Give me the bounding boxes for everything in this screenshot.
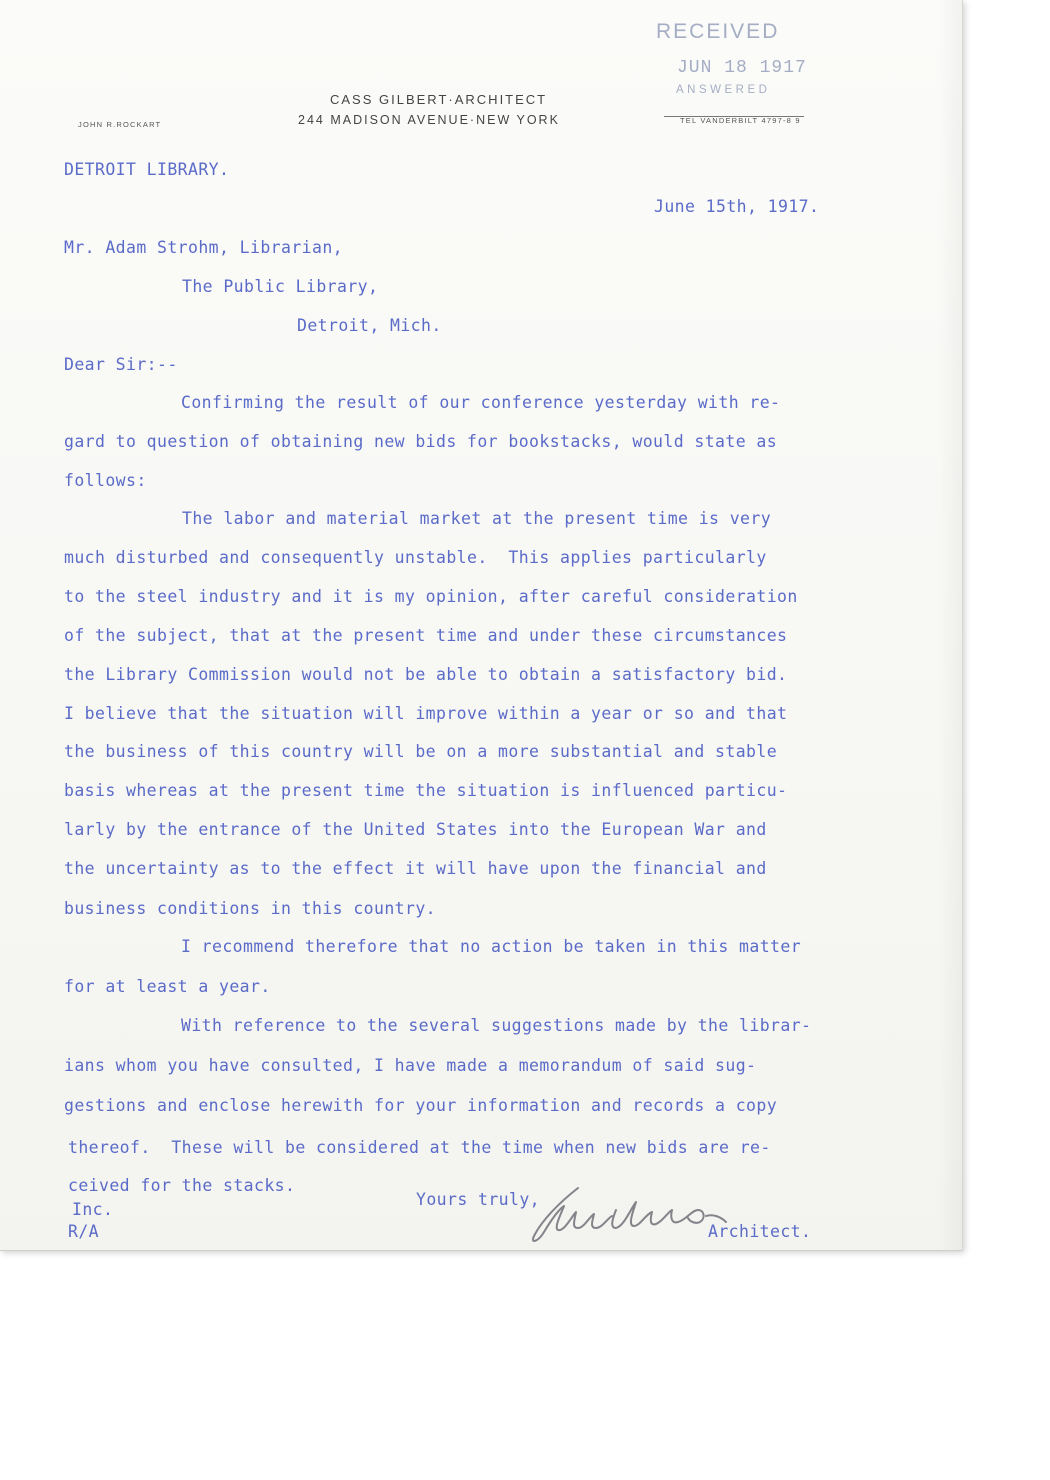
body-line: the Library Commission would not be able to obtain a satisfactory bid. [64,665,788,684]
body-line: With reference to the several suggestions made by the librar- [181,1016,812,1035]
body-line: I recommend therefore that no action be taken in this matter [181,937,802,956]
body-line: Confirming the result of our conference yesterday with re- [181,393,781,412]
body-line: the uncertainty as to the effect it will have upon the financial and [64,859,767,878]
body-line: business conditions in this country. [64,899,437,918]
typist-initials: R/A [68,1222,100,1241]
body-line: basis whereas at the present time the situation is influenced particu- [64,781,788,800]
closing: Yours truly, [416,1190,541,1209]
body-line: of the subject, that at the present time and under these circumstances [64,626,788,645]
body-line: gestions and enclose herewith for your information and records a copy [64,1096,778,1115]
letterhead-left-name: JOHN R.ROCKART [78,120,162,129]
letter-date: June 15th, 1917. [654,197,820,216]
recipient-line: Detroit, Mich. [297,316,442,335]
letterhead-telephone: TEL VANDERBILT 4797-8 9 [680,116,801,125]
salutation: Dear Sir:-- [64,355,178,374]
letterhead-firm-name: CASS GILBERT·ARCHITECT [330,92,548,107]
letterhead-address: 244 MADISON AVENUE·NEW YORK [298,113,560,127]
body-line: the business of this country will be on a more substantial and stable [64,742,778,761]
answered-stamp: ANSWERED [676,84,771,96]
received-stamp: RECEIVED [656,20,780,43]
body-line: The labor and material market at the present time is very [182,509,772,528]
body-line: much disturbed and consequently unstable. This applies particularly [64,548,767,567]
body-line: follows: [64,471,147,490]
body-line: larly by the entrance of the United States into the European War and [64,820,767,839]
file-label: DETROIT LIBRARY. [64,160,230,179]
received-stamp-date: JUN 18 1917 [677,58,807,78]
body-line: for at least a year. [64,977,271,996]
enclosure-note: Inc. [72,1200,114,1219]
body-line: ceived for the stacks. [68,1176,296,1195]
body-line: gard to question of obtaining new bids for bookstacks, would state as [64,432,778,451]
recipient-line: The Public Library, [182,277,379,296]
body-line: to the steel industry and it is my opinion, after careful consideration [64,587,798,606]
body-line: thereof. These will be considered at the time when new bids are re- [68,1138,771,1157]
signature-title: Architect. [708,1222,812,1241]
body-line: I believe that the situation will improve within a year or so and that [64,704,788,723]
recipient-line: Mr. Adam Strohm, Librarian, [64,238,344,257]
body-line: ians whom you have consulted, I have made a memorandum of said sug- [64,1056,757,1075]
